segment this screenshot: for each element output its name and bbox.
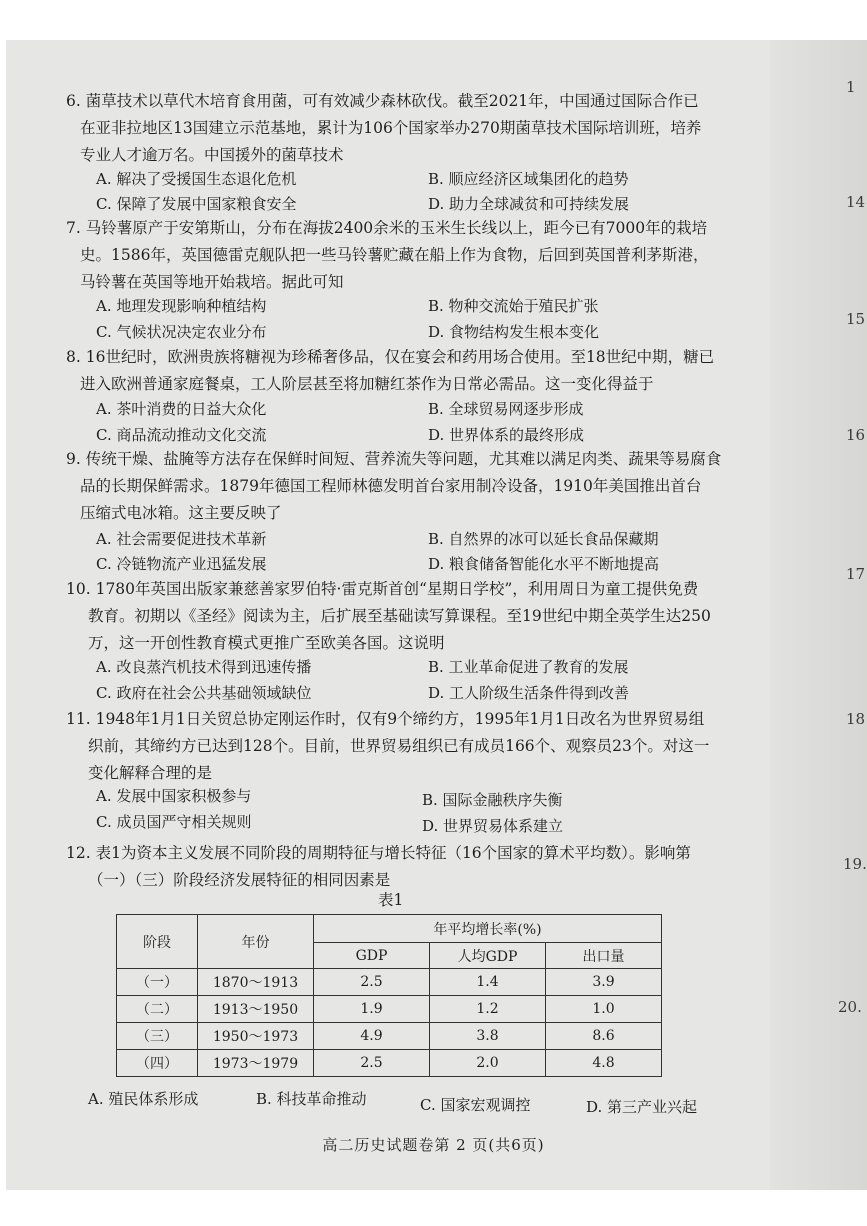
cell-gdp: 2.5 (314, 1050, 430, 1077)
cell-gdp-per-capita: 1.4 (430, 969, 546, 996)
option-c[interactable]: C. 商品流动推动文化交流 (96, 426, 267, 444)
cell-gdp-per-capita: 1.2 (430, 996, 546, 1023)
cell-gdp-per-capita: 3.8 (430, 1023, 546, 1050)
option-d[interactable]: D. 世界贸易体系建立 (422, 817, 564, 835)
cell-stage: （二） (117, 996, 198, 1023)
option-d[interactable]: D. 第三产业兴起 (586, 1098, 698, 1116)
cell-exports: 8.6 (546, 1023, 662, 1050)
margin-number: 14 (846, 193, 866, 211)
margin-number: 17 (846, 565, 866, 583)
question-line: 史。1586年，英国德雷克舰队把一些马铃薯贮藏在船上作为食物，后回到英国普利茅斯港， (80, 246, 709, 264)
header-gdp: GDP (314, 943, 430, 969)
cell-stage: （三） (117, 1023, 198, 1050)
option-a[interactable]: A. 解决了受援国生态退化危机 (96, 170, 297, 188)
header-years: 年份 (198, 915, 314, 969)
option-a[interactable]: A. 社会需要促进技术革新 (96, 530, 267, 548)
question-line: 专业人才逾万名。中国援外的菌草技术 (80, 146, 344, 164)
adjacent-page-edge (770, 40, 867, 1190)
cell-years: 1950～1973 (198, 1023, 314, 1050)
cell-stage: （四） (117, 1050, 198, 1077)
header-gdp-per-capita: 人均GDP (430, 943, 546, 969)
option-d[interactable]: D. 粮食储备智能化水平不断地提高 (428, 555, 660, 573)
question-line: 8. 16世纪时，欧洲贵族将糖视为珍稀奢侈品，仅在宴会和药用场合使用。至18世纪中期，糖已 (66, 348, 715, 366)
option-c[interactable]: C. 成员国严守相关规则 (96, 813, 252, 831)
option-c[interactable]: C. 气候状况决定农业分布 (96, 323, 267, 341)
option-b[interactable]: B. 国际金融秩序失衡 (422, 791, 563, 809)
option-a[interactable]: A. 改良蒸汽机技术得到迅速传播 (96, 658, 312, 676)
question-11 (66, 706, 766, 787)
cell-gdp: 4.9 (314, 1023, 430, 1050)
question-line: 教育。初期以《圣经》阅读为主，后扩展至基础读写算课程。至19世纪中期全英学生达250 (88, 607, 711, 625)
option-d[interactable]: D. 工人阶级生活条件得到改善 (428, 684, 630, 702)
cell-gdp: 1.9 (314, 996, 430, 1023)
margin-number: 19. (843, 855, 867, 873)
option-c[interactable]: C. 冷链物流产业迅猛发展 (96, 555, 267, 573)
cell-gdp: 2.5 (314, 969, 430, 996)
cell-exports: 3.9 (546, 969, 662, 996)
question-line: 压缩式电冰箱。这主要反映了 (80, 504, 282, 522)
question-line: 进入欧洲普通家庭餐桌，工人阶层甚至将加糖红茶作为日常必需品。这一变化得益于 (80, 375, 654, 393)
question-9 (66, 446, 766, 527)
option-b[interactable]: B. 科技革命推动 (256, 1090, 367, 1108)
question-12 (66, 840, 766, 894)
header-exports: 出口量 (546, 943, 662, 969)
option-b[interactable]: B. 顺应经济区域集团化的趋势 (428, 170, 629, 188)
cell-stage: （一） (117, 969, 198, 996)
option-c[interactable]: C. 国家宏观调控 (420, 1096, 531, 1114)
question-line: 9. 传统干燥、盐腌等方法存在保鲜时间短、营养流失等问题，尤其难以满足肉类、蔬果等易腐食 (66, 450, 722, 468)
margin-number: 18 (846, 710, 866, 728)
question-line: 6. 菌草技术以草代木培育食用菌，可有效减少森林砍伐。截至2021年，中国通过国际合作已 (66, 92, 699, 110)
cell-exports: 4.8 (546, 1050, 662, 1077)
margin-number: 20. (838, 998, 862, 1016)
option-d[interactable]: D. 助力全球减贫和可持续发展 (428, 195, 630, 213)
table-row (117, 1050, 662, 1077)
table-row (117, 969, 662, 996)
cell-years: 1870～1913 (198, 969, 314, 996)
question-line: 10. 1780年英国出版家兼慈善家罗伯特·雷克斯首创“星期日学校”，利用周日为童工提供免费 (66, 580, 699, 598)
page-footer: 高二历史试题卷第 2 页(共6页) (322, 1136, 545, 1154)
question-line: 12. 表1为资本主义发展不同阶段的周期特征与增长特征（16个国家的算术平均数）。影响第 (66, 844, 691, 862)
option-b[interactable]: B. 物种交流始于殖民扩张 (428, 297, 599, 315)
question-line: 变化解释合理的是 (88, 764, 213, 782)
option-b[interactable]: B. 自然界的冰可以延长食品保藏期 (428, 530, 659, 548)
margin-number: 15 (846, 310, 866, 328)
option-a[interactable]: A. 殖民体系形成 (88, 1090, 199, 1108)
header-growth-rate: 年平均增长率(%) (314, 915, 662, 943)
option-b[interactable]: B. 全球贸易网逐步形成 (428, 400, 584, 418)
question-10 (66, 576, 766, 657)
table-row (117, 1023, 662, 1050)
option-b[interactable]: B. 工业革命促进了教育的发展 (428, 658, 629, 676)
question-line: 马铃薯在英国等地开始栽培。据此可知 (80, 273, 344, 291)
option-d[interactable]: D. 世界体系的最终形成 (428, 426, 585, 444)
question-line: 品的长期保鲜需求。1879年德国工程师林德发明首台家用制冷设备，1910年美国推出首台 (80, 477, 702, 495)
cell-years: 1973～1979 (198, 1050, 314, 1077)
growth-table (116, 914, 662, 1077)
margin-number: 1 (846, 78, 856, 96)
cell-exports: 1.0 (546, 996, 662, 1023)
question-6 (66, 88, 766, 169)
option-a[interactable]: A. 地理发现影响种植结构 (96, 297, 267, 315)
question-line: 7. 马铃薯原产于安第斯山，分布在海拔2400余米的玉米生长线以上，距今已有7000年的栽培 (66, 219, 708, 237)
table-row (117, 996, 662, 1023)
option-d[interactable]: D. 食物结构发生根本变化 (428, 323, 600, 341)
question-line: 在亚非拉地区13国建立示范基地，累计为106个国家举办270期菌草技术国际培训班，培养 (80, 119, 702, 137)
option-a[interactable]: A. 发展中国家积极参与 (96, 787, 252, 805)
cell-years: 1913～1950 (198, 996, 314, 1023)
question-7 (66, 215, 766, 296)
question-8 (66, 344, 766, 398)
margin-number: 16 (846, 426, 866, 444)
question-line: 织前，其缔约方已达到128个。目前，世界贸易组织已有成员166个、观察员23个。对这一 (88, 737, 710, 755)
question-line: （一）（三）阶段经济发展特征的相同因素是 (88, 871, 391, 889)
question-line: 11. 1948年1月1日关贸总协定刚运作时，仅有9个缔约方，1995年1月1日改名为世界贸易组 (66, 710, 705, 728)
table-caption: 表1 (378, 891, 404, 909)
option-c[interactable]: C. 保障了发展中国家粮食安全 (96, 195, 297, 213)
question-line: 万，这一开创性教育模式更推广至欧美各国。这说明 (88, 634, 445, 652)
header-stage: 阶段 (117, 915, 198, 969)
cell-gdp-per-capita: 2.0 (430, 1050, 546, 1077)
option-a[interactable]: A. 茶叶消费的日益大众化 (96, 400, 267, 418)
option-c[interactable]: C. 政府在社会公共基础领域缺位 (96, 684, 312, 702)
